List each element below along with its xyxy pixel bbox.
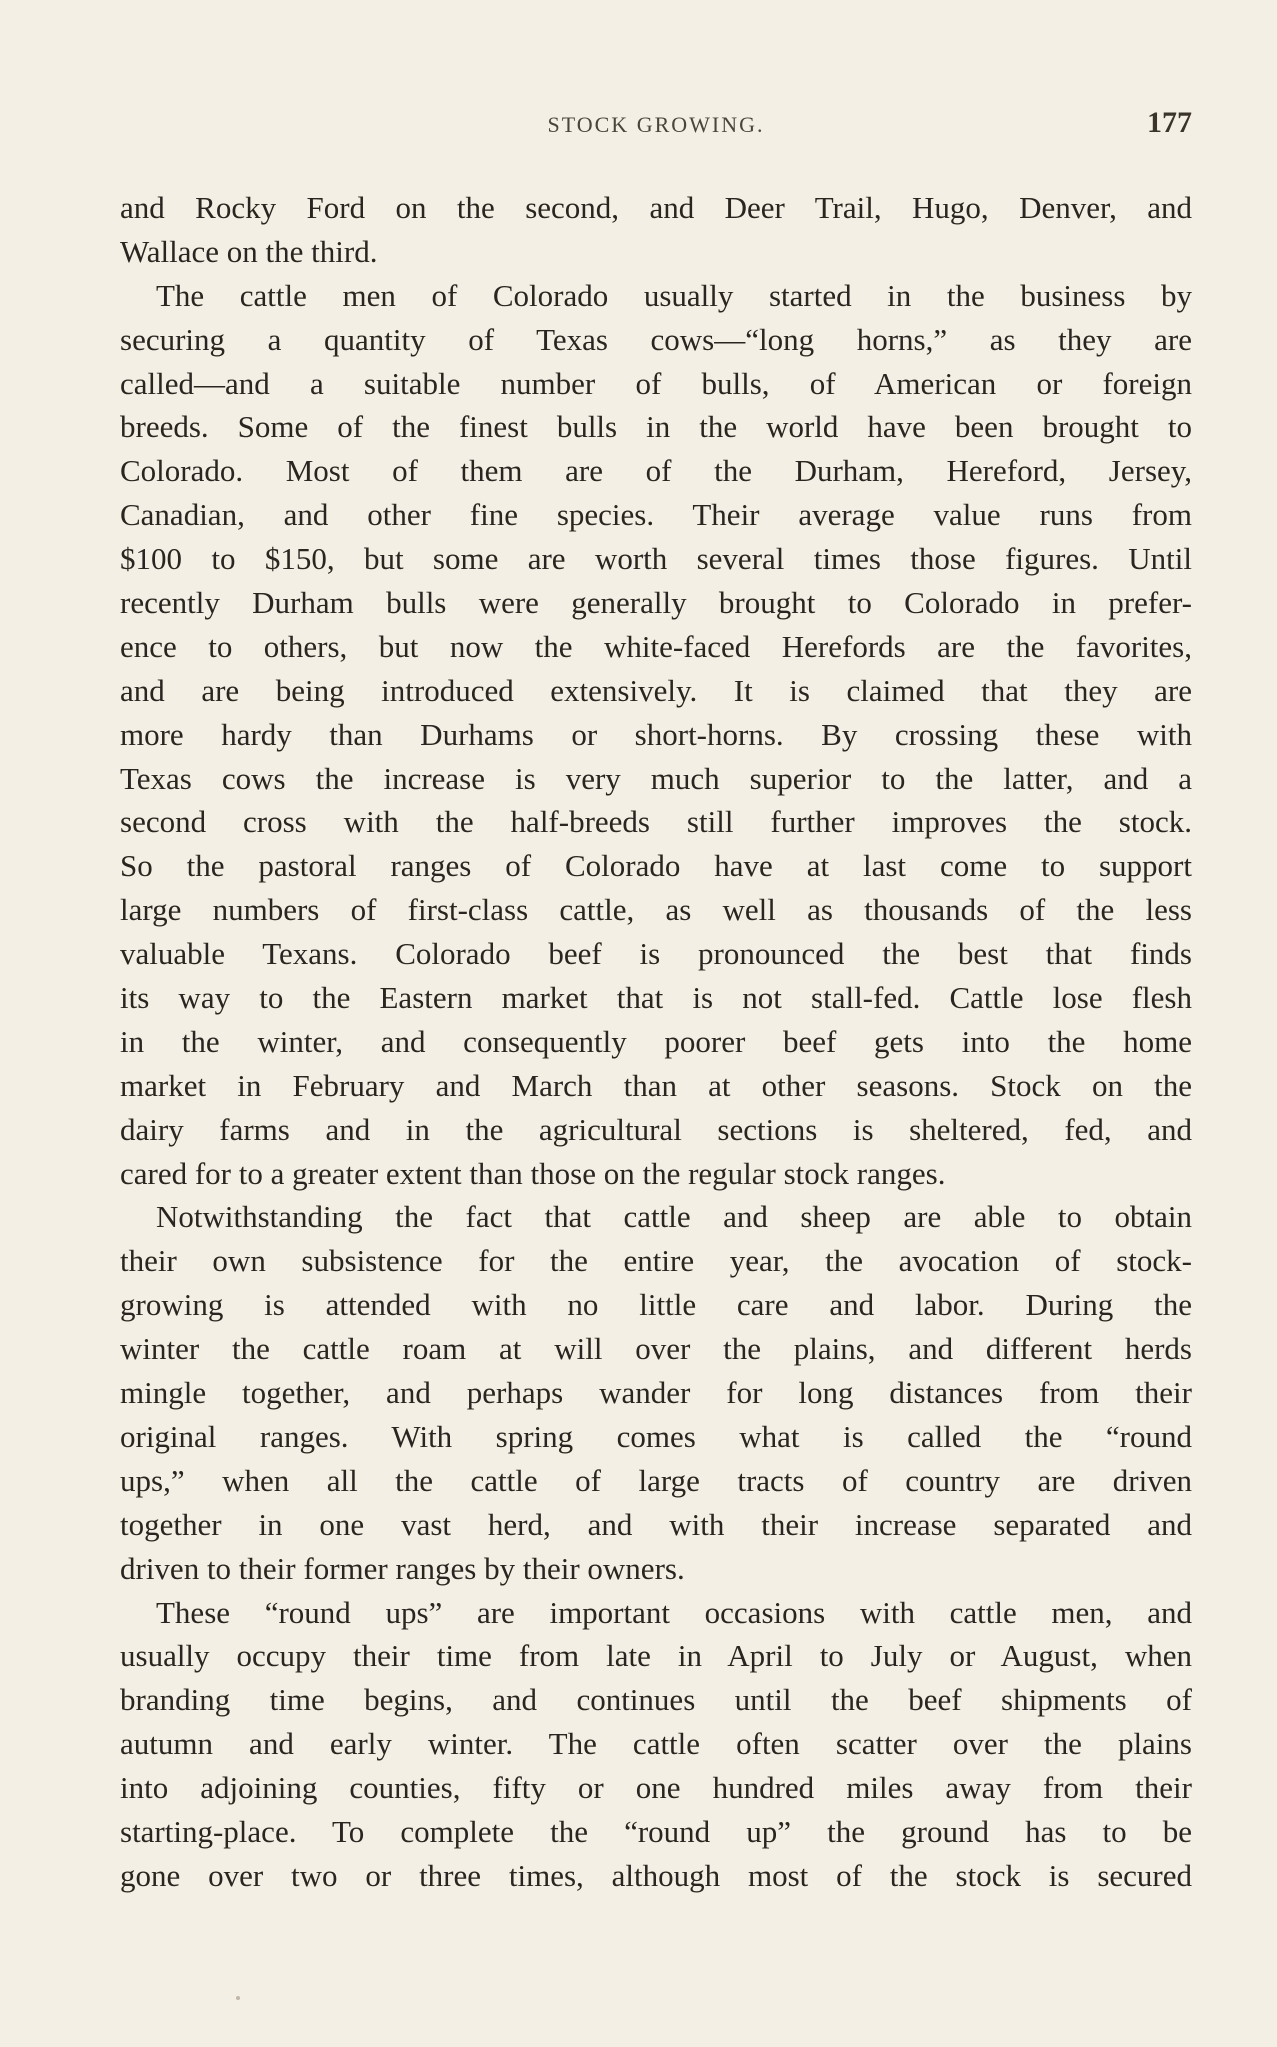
paragraph-first-line: The cattle men of Colorado usually started in the business by (156, 277, 1192, 313)
running-head: STOCK GROWING. (547, 112, 765, 137)
text-line: branding time begins, and continues until the beef shipments of (120, 1682, 1192, 1718)
text-line: gone over two or three times, although most of the stock is secured (120, 1857, 1192, 1893)
text-line: original ranges. With spring comes what is called the “round (120, 1418, 1192, 1454)
text-line: ence to others, but now the white-faced Herefords are the favorites, (120, 628, 1192, 664)
text-line: into adjoining counties, fifty or one hundred miles away from their (120, 1770, 1192, 1806)
text-line: ups,” when all the cattle of large tracts of country are driven (120, 1462, 1192, 1498)
text-line: called—and a suitable number of bulls, of American or foreign (120, 365, 1192, 401)
text-line: their own subsistence for the entire year, the avocation of stock- (120, 1243, 1192, 1279)
text-line: driven to their former ranges by their owners. (120, 1550, 685, 1586)
text-line: starting-place. To complete the “round up” the ground has to be (120, 1813, 1192, 1849)
paper-speck (236, 1996, 240, 2000)
text-line: breeds. Some of the finest bulls in the world have been brought to (120, 409, 1192, 445)
text-line: autumn and early winter. The cattle often scatter over the plains (120, 1726, 1192, 1762)
text-line: more hardy than Durhams or short-horns. By crossing these with (120, 716, 1192, 752)
text-line: winter the cattle roam at will over the plains, and different herds (120, 1331, 1192, 1367)
text-line: together in one vast herd, and with their increase separated and (120, 1506, 1192, 1542)
body-text (120, 186, 1192, 1898)
text-line: growing is attended with no little care and labor. During the (120, 1287, 1192, 1323)
text-line: large numbers of first-class cattle, as well as thousands of the less (120, 892, 1192, 928)
text-line: dairy farms and in the agricultural sections is sheltered, fed, and (120, 1111, 1192, 1147)
text-line: recently Durham bulls were generally brought to Colorado in prefer- (120, 585, 1192, 621)
text-line: Canadian, and other fine species. Their average value runs from (120, 497, 1192, 533)
text-line: securing a quantity of Texas cows—“long horns,” as they are (120, 321, 1192, 357)
page-header (120, 106, 1192, 146)
paragraph-first-line: Notwithstanding the fact that cattle and sheep are able to obtain (156, 1199, 1192, 1235)
text-line: market in February and March than at other seasons. Stock on the (120, 1067, 1192, 1103)
text-line: Wallace on the third. (120, 233, 378, 269)
page-number: 177 (1147, 106, 1192, 139)
text-line: valuable Texans. Colorado beef is pronounced the best that finds (120, 936, 1192, 972)
text-line: So the pastoral ranges of Colorado have at last come to support (120, 848, 1192, 884)
paragraph-first-line: These “round ups” are important occasions with cattle men, and (156, 1594, 1192, 1630)
text-line: Colorado. Most of them are of the Durham, Hereford, Jersey, (120, 453, 1192, 489)
text-line: usually occupy their time from late in April to July or August, when (120, 1638, 1192, 1674)
text-line: $100 to $150, but some are worth several times those figures. Until (120, 541, 1192, 577)
text-line: its way to the Eastern market that is not stall-fed. Cattle lose flesh (120, 980, 1192, 1016)
text-line: Texas cows the increase is very much superior to the latter, and a (120, 760, 1192, 796)
text-line: second cross with the half-breeds still further improves the stock. (120, 804, 1192, 840)
text-line: and Rocky Ford on the second, and Deer Trail, Hugo, Denver, and (120, 190, 1192, 225)
text-line: mingle together, and perhaps wander for long distances from their (120, 1375, 1192, 1411)
text-line: in the winter, and consequently poorer beef gets into the home (120, 1023, 1192, 1059)
text-line: and are being introduced extensively. It is claimed that they are (120, 672, 1192, 708)
text-line: cared for to a greater extent than those on the regular stock ranges. (120, 1155, 946, 1191)
